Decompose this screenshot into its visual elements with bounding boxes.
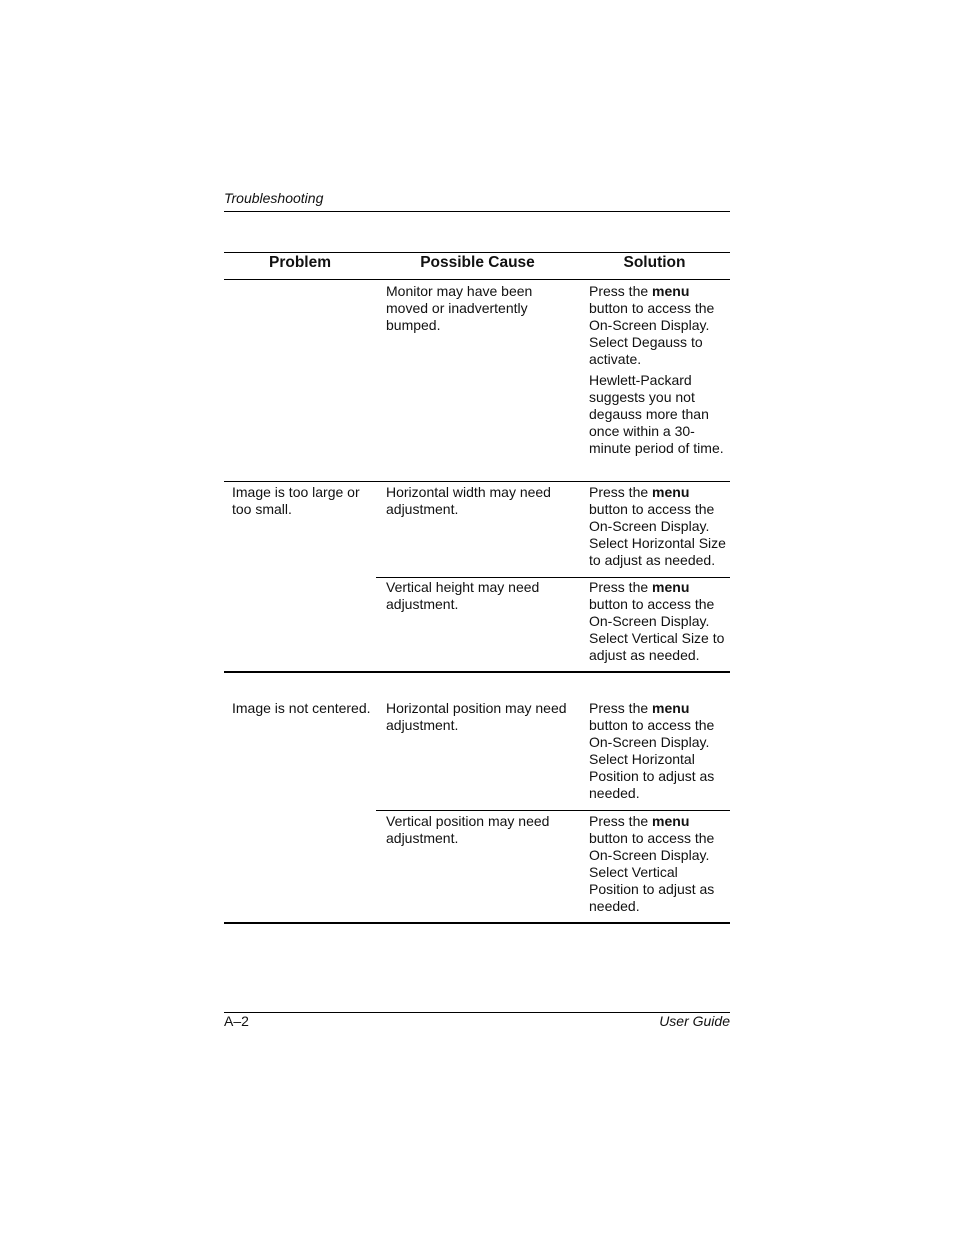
footer-rule (224, 1012, 730, 1013)
column-header-solution: Solution (623, 254, 686, 271)
column-header-possible-cause: Possible Cause (420, 254, 535, 271)
table-bottom-rule (224, 922, 730, 924)
table-header-rule (224, 279, 730, 280)
solution-prefix: Press the (589, 579, 653, 595)
table-section-end-rule (224, 671, 730, 673)
solution-suffix: button to access the On-Screen Display. Select Horizontal Size to adjust as needed. (589, 501, 726, 568)
solution-cell (589, 283, 729, 457)
cause-cell: Vertical height may need adjustment. (386, 579, 540, 612)
solution-text (589, 700, 729, 802)
solution-cell (589, 484, 729, 569)
sub-row-separator (376, 810, 730, 811)
footer-page-number: A–2 (224, 1013, 249, 1029)
solution-suffix: button to access the On-Screen Display. Select Degauss to activate. (589, 300, 715, 367)
section-header-title: Troubleshooting (224, 190, 324, 206)
degauss-note: Hewlett-Packard suggests you not degauss more than once within a 30-minute period of time. (589, 372, 724, 456)
solution-prefix: Press the (589, 700, 653, 716)
solution-suffix: button to access the On-Screen Display. Select Vertical Size to adjust as needed. (589, 596, 725, 663)
solution-text (589, 813, 729, 915)
menu-keyword: menu (652, 283, 690, 299)
row-separator (224, 481, 730, 482)
solution-prefix: Press the (589, 283, 653, 299)
solution-suffix: button to access the On-Screen Display. Select Vertical Position to adjust as needed. (589, 830, 715, 914)
solution-cell (589, 579, 729, 664)
problem-cell: Image is not centered. (232, 700, 371, 716)
cause-cell: Horizontal position may need adjustment. (386, 700, 567, 733)
solution-prefix: Press the (589, 484, 653, 500)
menu-keyword: menu (652, 579, 690, 595)
solution-text (589, 579, 729, 664)
problem-cell: Image is too large or too small. (232, 484, 360, 517)
solution-prefix: Press the (589, 813, 653, 829)
solution-text (589, 283, 729, 368)
solution-text (589, 484, 729, 569)
solution-cell (589, 700, 729, 802)
header-rule (224, 211, 730, 212)
cause-cell: Horizontal width may need adjustment. (386, 484, 551, 517)
solution-suffix: button to access the On-Screen Display. Select Horizontal Position to adjust as needed. (589, 717, 715, 801)
menu-keyword: menu (652, 484, 690, 500)
menu-keyword: menu (652, 700, 690, 716)
footer-guide-name: User Guide (659, 1013, 730, 1029)
table-top-rule (224, 252, 730, 253)
cause-cell: Monitor may have been moved or inadvertently bumped. (386, 283, 533, 333)
solution-cell (589, 813, 729, 915)
column-header-problem: Problem (268, 254, 331, 271)
sub-row-separator (376, 577, 730, 578)
menu-keyword: menu (652, 813, 690, 829)
cause-cell: Vertical position may need adjustment. (386, 813, 550, 846)
